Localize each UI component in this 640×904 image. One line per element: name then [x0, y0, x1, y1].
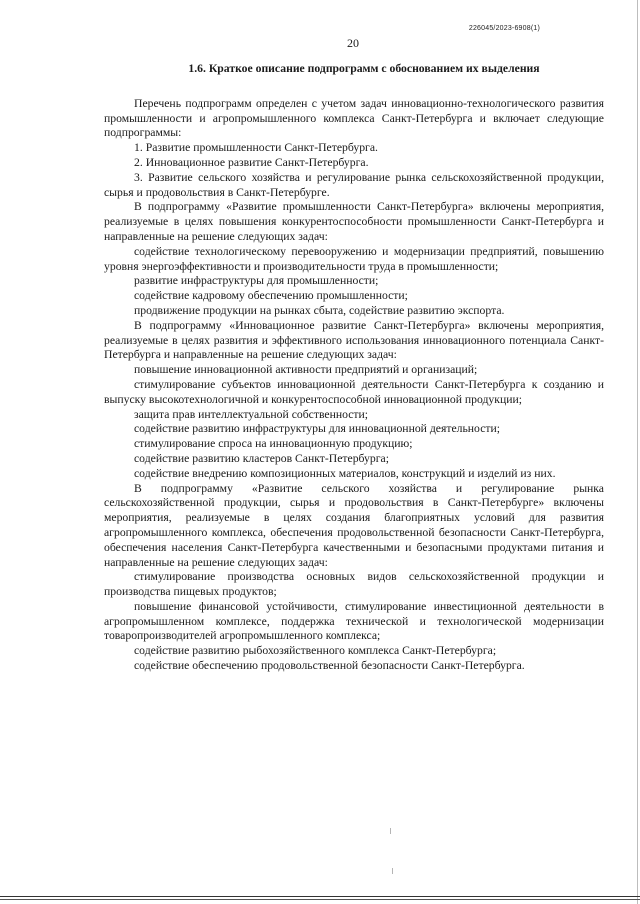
intro-paragraph: Перечень подпрограмм определен с учетом задач инновационно-технологического развития промышленности и агропромышленного комплекса Санкт-Петербурга и включает следующие подпрограммы: [104, 96, 604, 140]
subprogram-item-3: 3. Развитие сельского хозяйства и регулирование рынка сельскохозяйственной продукции, сырья и продовольствия в Санкт-Петербурге. [104, 170, 604, 199]
industry-task-1: содействие технологическому перевооружению и модернизации предприятий, повышению уровня энергоэффективности и производительности труда в промышленности; [104, 244, 604, 273]
agriculture-subprogram-paragraph: В подпрограмму «Развитие сельского хозяйства и регулирование рынка сельскохозяйственной продукции, сырья и продовольствия в Санкт-Петербурге» включены мероприятия, реализуемые в целях создания благоприятных условий для развития агропромышленного комплекса, обеспечения продовольственной безопасности Санкт-Петербурга, обеспечения населения Санкт-Петербурга качественными и безопасными продуктами питания и направленные на решение следующих задач: [104, 481, 604, 569]
innovation-task-3: защита прав интеллектуальной собственности; [134, 407, 369, 421]
scan-edge-line [637, 0, 638, 904]
industry-task-3: содействие кадровому обеспечению промышленности; [134, 289, 408, 303]
innovation-subprogram-paragraph: В подпрограмму «Инновационное развитие Санкт-Петербурга» включены мероприятия, реализуемые в целях развития и эффективного использования инновационного потенциала Санкт-Петербурга и направленные на решение следующих задач: [104, 318, 604, 362]
agriculture-task-2: повышение финансовой устойчивости, стимулирование инвестиционной деятельности в агропромышленном комплексе, поддержка технической и технологической модернизации товаропроизводителей агропромышленного комплекса; [104, 599, 604, 643]
scan-bottom-rule [0, 899, 640, 900]
innovation-task-5: стимулирование спроса на инновационную продукцию; [134, 437, 413, 451]
innovation-task-4: содействие развитию инфраструктуры для инновационной деятельности; [134, 422, 500, 436]
industry-task-2: развитие инфраструктуры для промышленности; [134, 274, 379, 288]
industry-task-4: продвижение продукции на рынках сбыта, содействие развитию экспорта. [134, 303, 505, 317]
scan-bottom-rule [0, 896, 640, 897]
page-number: 20 [347, 36, 359, 50]
agriculture-task-3: содействие развитию рыбохозяйственного комплекса Санкт-Петербурга; [134, 644, 497, 658]
agriculture-task-1: стимулирование производства основных видов сельскохозяйственной продукции и производства пищевых продуктов; [104, 570, 604, 599]
innovation-task-2: стимулирование субъектов инновационной деятельности Санкт-Петербурга к созданию и выпуску высокотехнологичной и конкурентоспособной инновационной продукции; [104, 377, 604, 406]
innovation-task-7: содействие внедрению композиционных материалов, конструкций и изделий из них. [134, 466, 556, 480]
section-title: 1.6. Краткое описание подпрограмм с обоснованием их выделения [188, 62, 540, 75]
subprogram-item-1: 1. Развитие промышленности Санкт-Петербурга. [134, 141, 378, 155]
agriculture-task-4: содействие обеспечению продовольственной безопасности Санкт-Петербурга. [134, 659, 525, 673]
innovation-task-6: содействие развитию кластеров Санкт-Петербурга; [134, 451, 389, 465]
subprogram-item-2: 2. Инновационное развитие Санкт-Петербурга. [134, 155, 369, 169]
document-id: 226045/2023-6908(1) [468, 25, 540, 32]
industry-subprogram-paragraph: В подпрограмму «Развитие промышленности Санкт-Петербурга» включены мероприятия, реализуемые в целях повышения конкурентоспособности промышленности Санкт-Петербурга и направленные на решение следующих задач: [104, 200, 604, 243]
scan-speck [392, 868, 393, 874]
innovation-task-1: повышение инновационной активности предприятий и организаций; [134, 363, 478, 377]
page-body [104, 62, 604, 674]
scan-speck [390, 828, 391, 834]
